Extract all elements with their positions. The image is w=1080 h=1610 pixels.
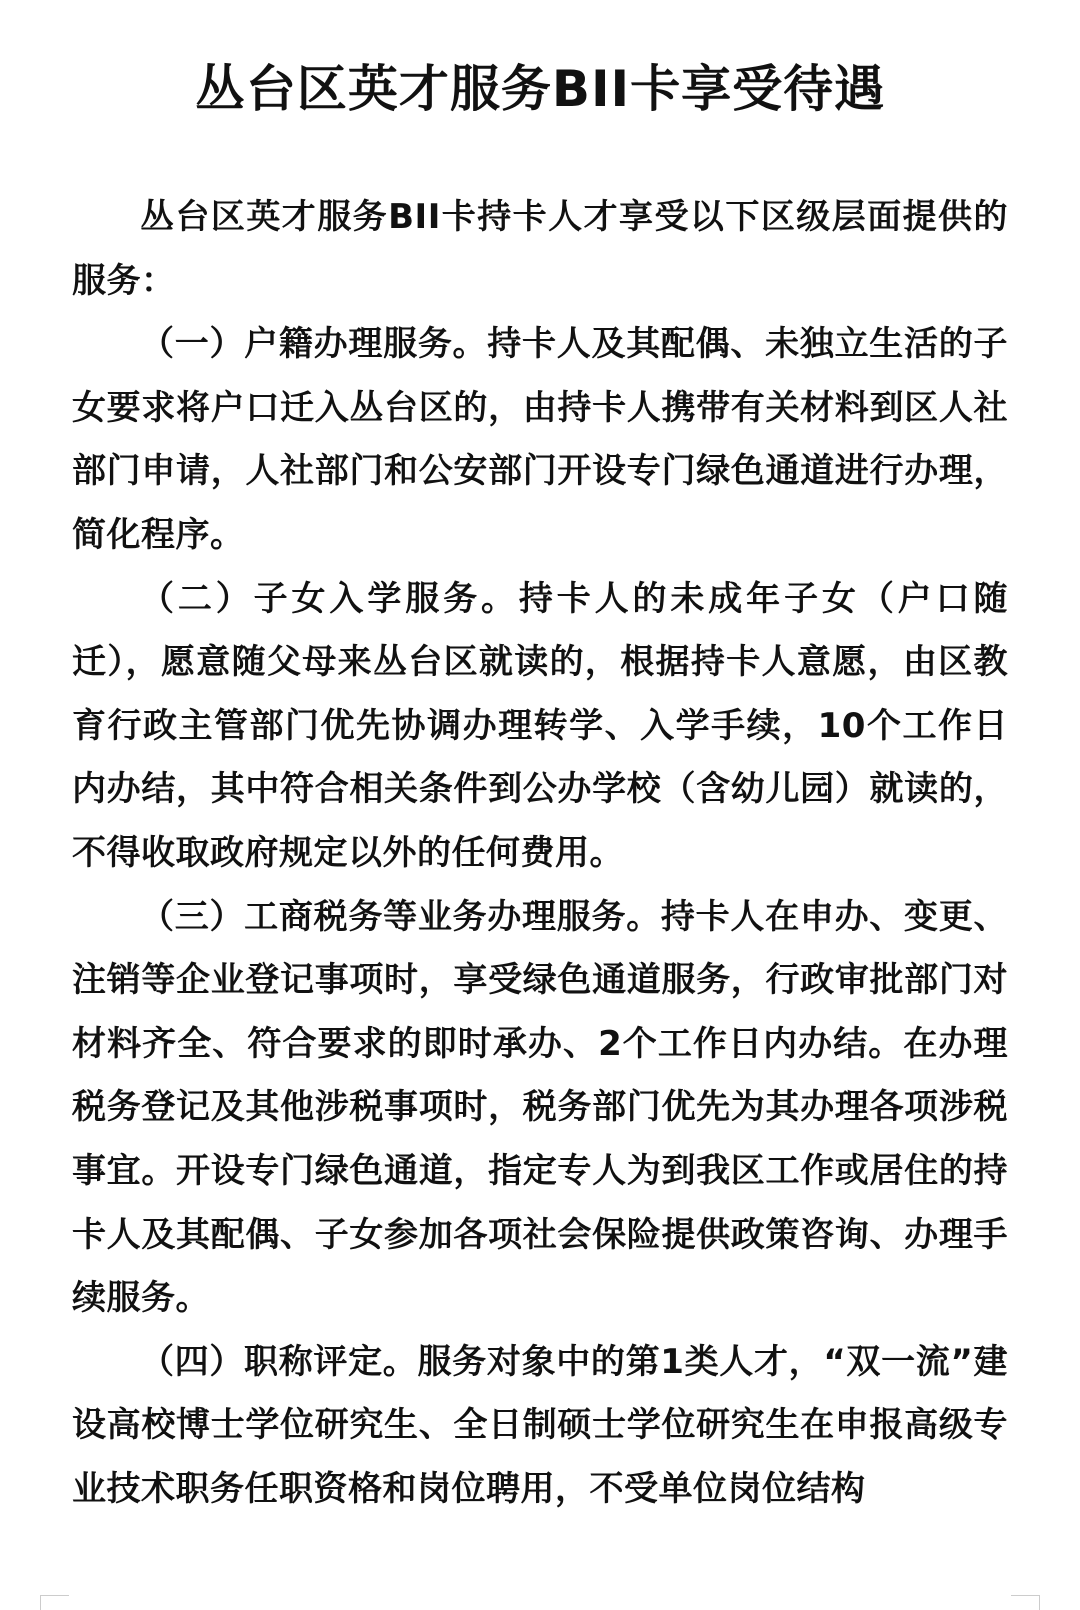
page-corner-mark-right <box>1011 1595 1040 1610</box>
business-tax-paragraph: （三）工商税务等业务办理服务。持卡人在申办、变更、注销等企业登记事项时，享受绿色通道服务，行政审批部门对材料齐全、符合要求的即时承办、2个工作日内办结。在办理税务登记及其他涉税事项时，税务部门优先为其办理各项涉税事宜。开设专门绿色通道，指定专人为到我区工作或居住的持卡人及其配偶、子女参加各项社会保险提供政策咨询、办理手续服务。 <box>72 896 1008 1319</box>
title-evaluation-paragraph: （四）职称评定。服务对象中的第1类人才，“双一流”建设高校博士学位研究生、全日制硕士学位研究生在申报高级专业技术职务任职资格和岗位聘用，不受单位岗位结构 <box>72 1341 1008 1509</box>
household-registration-paragraph: （一）户籍办理服务。持卡人及其配偶、未独立生活的子女要求将户口迁入丛台区的，由持卡人携带有关材料到区人社部门申请，人社部门和公安部门开设专门绿色通道进行办理，简化程序。 <box>72 324 1008 555</box>
document-title: 丛台区英才服务BII卡享受待遇 <box>194 60 886 118</box>
child-enrollment-paragraph: （二）子女入学服务。持卡人的未成年子女（户口随迁），愿意随父母来丛台区就读的，根据持卡人意愿，由区教育行政主管部门优先协调办理转学、入学手续，10个工作日内办结，其中符合相关条件到公办学校（含幼儿园）就读的，不得收取政府规定以外的任何费用。 <box>72 578 1008 873</box>
page-corner-mark-left <box>40 1595 69 1610</box>
intro-paragraph: 丛台区英才服务BII卡持卡人才享受以下区级层面提供的服务： <box>72 197 1008 301</box>
document-body <box>72 186 1008 1521</box>
